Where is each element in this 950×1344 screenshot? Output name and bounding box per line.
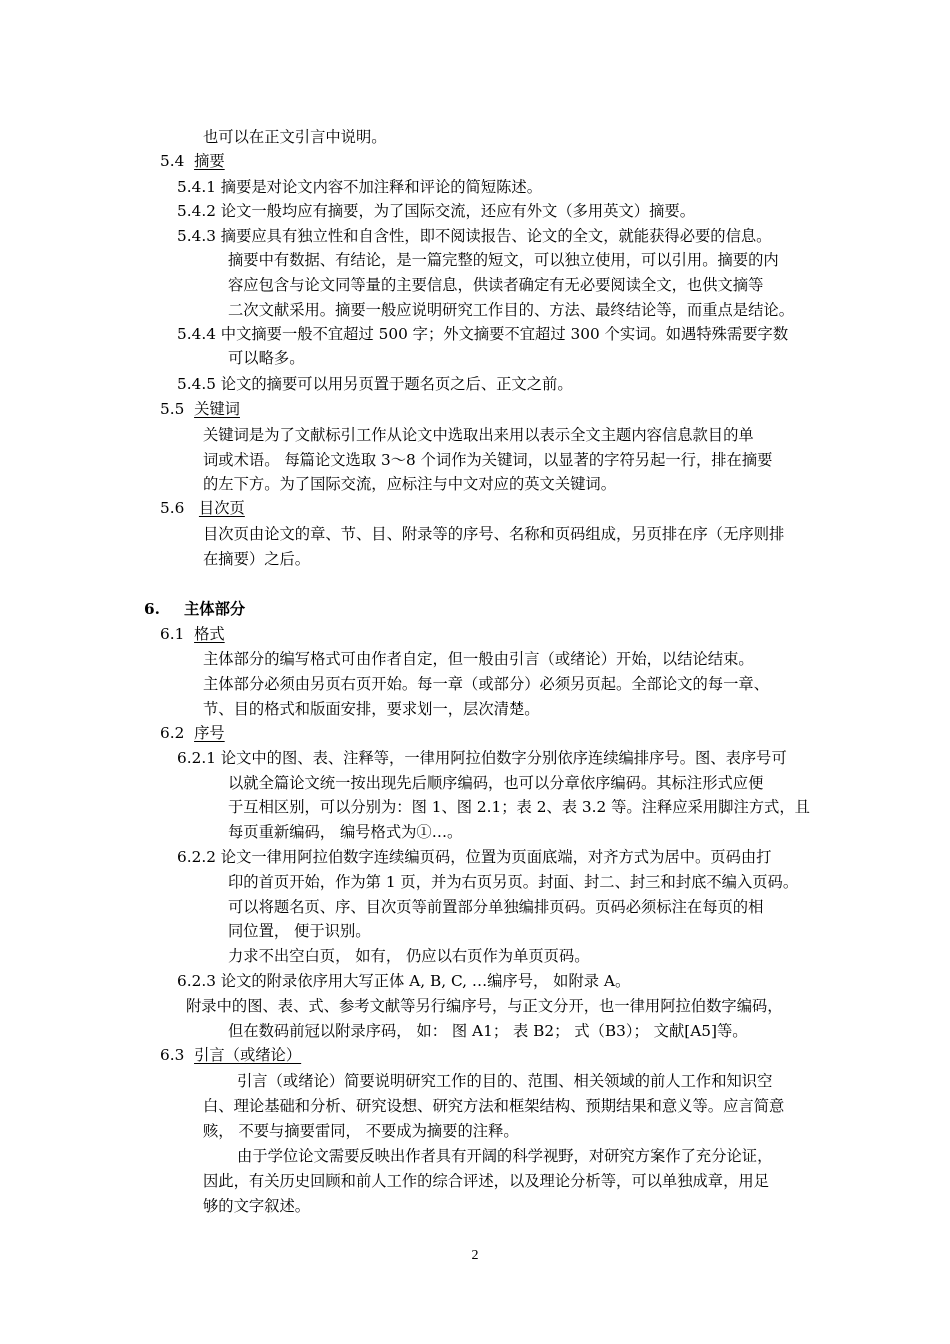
- text-line: 主体部分的编写格式可由作者自定，但一般由引言（或绪论）开始，以结论结束。: [203, 650, 754, 668]
- text-line: 每页重新编码， 编号格式为①…。: [228, 823, 463, 841]
- text-line: 关键词是为了文献标引工作从论文中选取出来用以表示全文主题内容信息款目的单: [203, 426, 754, 444]
- section-number: 5.6: [160, 499, 185, 517]
- text-line: 但在数码前冠以附录序码， 如： 图 A1； 表 B2； 式（B3）； 文献[A5]等。: [228, 1022, 748, 1040]
- text-line: 的左下方。为了国际交流，应标注与中文对应的英文关键词。: [203, 475, 617, 493]
- text-line: 力求不出空白页， 如有， 仍应以右页作为单页页码。: [228, 947, 590, 965]
- text-line: 引言（或绪论）简要说明研究工作的目的、范围、相关领域的前人工作和知识空: [237, 1072, 773, 1090]
- text-line: 主体部分必须由另页右页开始。每一章（或部分）必须另页起。全部论文的每一章、: [203, 675, 769, 693]
- text-line: 由于学位论文需要反映出作者具有开阔的科学视野，对研究方案作了充分论证，: [237, 1147, 773, 1165]
- text-line: 容应包含与论文同等量的主要信息，供读者确定有无必要阅读全文，也供文摘等: [228, 276, 764, 294]
- text-line: 因此，有关历史回顾和前人工作的综合评述，以及理论分析等，可以单独成章，用足: [203, 1172, 769, 1190]
- chapter-heading-6: [144, 599, 245, 619]
- section-heading-6-3: [160, 1045, 301, 1065]
- section-heading-6-1: [160, 624, 225, 644]
- text-line: 二次文献采用。摘要一般应说明研究工作目的、方法、最终结论等，而重点是结论。: [228, 301, 794, 319]
- text-line: 6.2.2 论文一律用阿拉伯数字连续编页码，位置为页面底端，对齐方式为居中。页码由打: [177, 848, 772, 866]
- text-line: 5.4.2 论文一般均应有摘要，为了国际交流，还应有外文（多用英文）摘要。: [177, 202, 695, 220]
- text-line: 6.2.1 论文中的图、表、注释等，一律用阿拉伯数字分别依序连续编排序号。图、表序号可: [177, 749, 787, 767]
- text-line: 在摘要）之后。: [203, 550, 311, 568]
- text-line: 5.4.3 摘要应具有独立性和自含性，即不阅读报告、论文的全文，就能获得必要的信息。: [177, 227, 772, 245]
- section-heading-6-2: [160, 723, 225, 743]
- chapter-title: 主体部分: [184, 600, 246, 618]
- text-line: 以就全篇论文统一按出现先后顺序编码，也可以分章依序编码。其标注形式应便: [228, 774, 764, 792]
- text-line: 可以将题名页、序、目次页等前置部分单独编排页码。页码必须标注在每页的相: [228, 898, 764, 916]
- text-line: 目次页由论文的章、节、目、附录等的序号、名称和页码组成，另页排在序（无序则排: [203, 525, 785, 543]
- text-line: 印的首页开始，作为第 1 页，并为右页另页。封面、封二、封三和封底不编入页码。: [228, 873, 799, 891]
- text-line: 摘要中有数据、有结论，是一篇完整的短文，可以独立使用，可以引用。摘要的内: [228, 251, 779, 269]
- section-title: 摘要: [194, 152, 225, 170]
- text-line: 词或术语。 每篇论文选取 3～8 个词作为关键词，以显著的字符另起一行，排在摘要: [203, 451, 773, 469]
- section-number: 6.1: [160, 625, 185, 643]
- page-number: 2: [471, 1248, 479, 1263]
- section-title: 引言（或绪论）: [194, 1046, 302, 1064]
- text-line: 可以略多。: [228, 349, 305, 367]
- chapter-number: 6.: [144, 600, 160, 618]
- section-title: 格式: [194, 625, 225, 643]
- section-number: 6.2: [160, 724, 185, 742]
- section-number: 5.5: [160, 400, 185, 418]
- text-line: 白、理论基础和分析、研究设想、研究方法和框架结构、预期结果和意义等。应言简意: [203, 1097, 785, 1115]
- text-line: 够的文字叙述。: [203, 1197, 311, 1215]
- section-heading-5-4: [160, 151, 225, 171]
- text-line: 同位置， 便于识别。: [228, 922, 371, 940]
- text-line: 5.4.1 摘要是对论文内容不加注释和评论的简短陈述。: [177, 178, 543, 196]
- text-line: 附录中的图、表、式、参考文献等另行编序号，与正文分开，也一律用阿拉伯数字编码，: [186, 997, 783, 1015]
- text-line: 于互相区别，可以分别为：图 1、图 2.1；表 2、表 3.2 等。注释应采用脚注方式，且: [228, 798, 810, 816]
- text-line: 5.4.4 中文摘要一般不宜超过 500 字；外文摘要不宜超过 300 个实词。如遇特殊需要字数: [177, 325, 789, 343]
- section-heading-5-6: [160, 498, 245, 518]
- section-title: 关键词: [194, 400, 240, 418]
- section-number: 5.4: [160, 152, 185, 170]
- text-line: 节、目的格式和版面安排，要求划一，层次清楚。: [203, 700, 540, 718]
- section-heading-5-5: [160, 399, 240, 419]
- text-line: 6.2.3 论文的附录依序用大写正体 A, B, C, …编序号， 如附录 A。: [177, 972, 631, 990]
- section-title: 目次页: [198, 499, 245, 517]
- text-line: 也可以在正文引言中说明。: [203, 128, 387, 146]
- text-line: 5.4.5 论文的摘要可以用另页置于题名页之后、正文之前。: [177, 375, 573, 393]
- text-line: 赅， 不要与摘要雷同， 不要成为摘要的注释。: [203, 1122, 519, 1140]
- section-number: 6.3: [160, 1046, 185, 1064]
- section-title: 序号: [194, 724, 225, 742]
